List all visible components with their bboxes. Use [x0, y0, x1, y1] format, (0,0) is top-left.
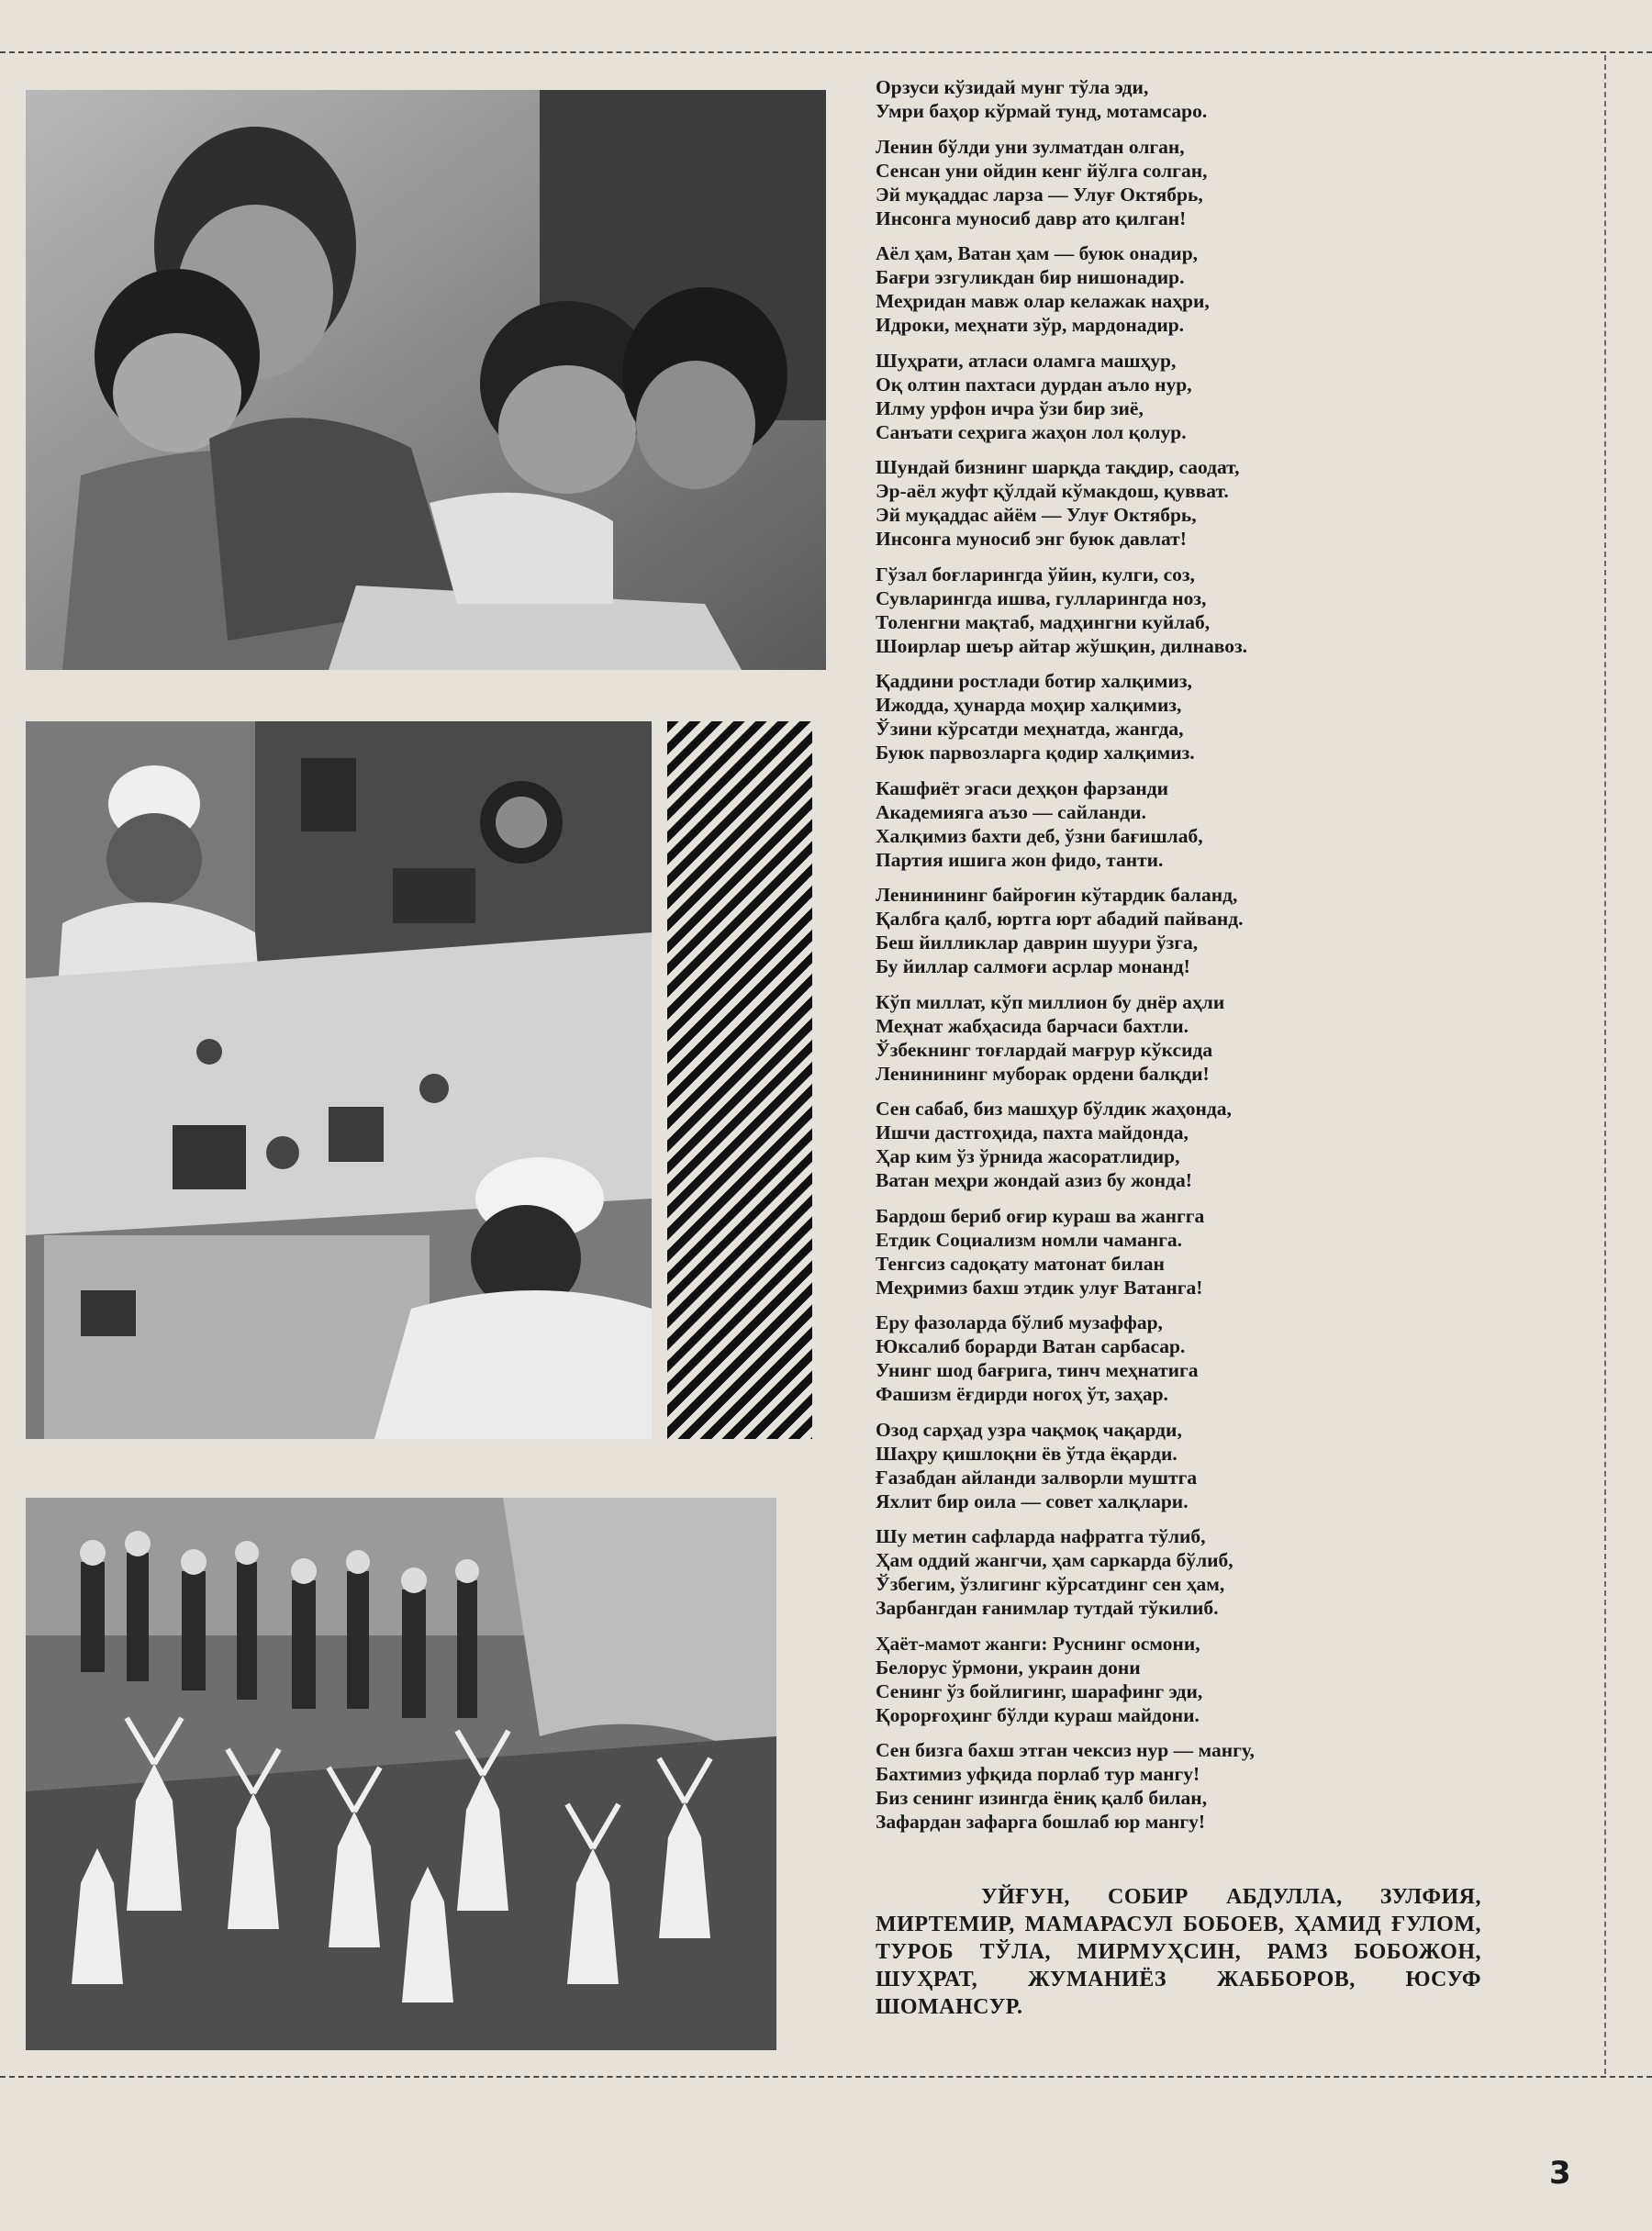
poem-line: Зафардан зафарга бошлаб юр мангу! — [876, 1811, 1206, 1833]
poem-line: Сувларингда ишва, гулларингда ноз, — [876, 586, 1207, 609]
poem-line: Ҳар ким ўз ўрнида жасоратлидир, — [876, 1145, 1180, 1167]
stanza — [876, 1738, 1463, 1834]
poem-line: Шоирлар шеър айтар жўшқин, дилнавоз. — [876, 634, 1248, 657]
photo-control-panel-operators — [26, 721, 652, 1439]
page-edge-right — [1604, 55, 1608, 2074]
poem-line: Ленинининг байроғин кўтардик баланд, — [876, 884, 1238, 906]
poem-line: Санъати сеҳрига жаҳон лол қолур. — [876, 420, 1187, 443]
stanza — [876, 1097, 1463, 1192]
photo-mother-with-children — [26, 90, 826, 670]
stanza — [876, 75, 1463, 123]
page-edge-bottom — [0, 2076, 1652, 2080]
poem-line: Халқимиз бахти деб, ўзни бағишлаб, — [876, 824, 1203, 847]
poem-line: Бу йиллар салмоғи асрлар монанд! — [876, 955, 1190, 977]
poem-line: Аёл ҳам, Ватан ҳам — буюк онадир, — [876, 242, 1199, 264]
poem-line: Академияга аъзо — сайланди. — [876, 800, 1146, 823]
poem-line: Меҳримиз бахш этдик улуғ Ватанга! — [876, 1276, 1203, 1299]
poem-line: Ленинининг муборак ордени балқди! — [876, 1062, 1210, 1085]
poem-line: Ғазабдан айланди залворли муштга — [876, 1466, 1198, 1489]
poem-line: Унинг шод бағрига, тинч меҳнатига — [876, 1359, 1199, 1381]
poem-line: Шундай бизнинг шарқда тақдир, саодат, — [876, 456, 1240, 478]
poem-line: Сенсан уни ойдин кенг йўлга солган, — [876, 159, 1208, 182]
poem-line: Эй муқаддас айём — Улуғ Октябрь, — [876, 504, 1197, 526]
poem-text — [876, 75, 1463, 1846]
stanza — [876, 563, 1463, 658]
poem-line: Яхлит бир оила — совет халқлари. — [876, 1489, 1189, 1512]
poem-line: Ленин бўлди уни зулматдан олган, — [876, 135, 1185, 158]
stanza — [876, 349, 1463, 444]
poem-line: Ҳаёт-мамот жанги: Руснинг осмони, — [876, 1632, 1200, 1655]
poem-line: Ўзбегим, ўзлигинг кўрсатдинг сен ҳам, — [876, 1573, 1225, 1595]
poem-line: Зарбангдан ғанимлар тутдай тўкилиб. — [876, 1597, 1219, 1619]
authors-byline: УЙҒУН, СОБИР АБДУЛЛА, ЗУЛФИЯ, МИРТЕМИР, МАМАРАСУЛ БОБОЕВ, ҲАМИД ҒУЛОМ, ТУРОБ ТЎЛА, МИРМУҲСИН, РАМЗ БОБОЖОН, ШУҲРАТ, ЖУМАНИЁЗ ЖАББОРОВ, ЮСУФ ШОМАНСУР. — [876, 1885, 1481, 2019]
poem-line: Ватан меҳри жондай азиз бу жонда! — [876, 1169, 1192, 1191]
poem-line: Фашизм ёғдирди ногоҳ ўт, заҳар. — [876, 1383, 1168, 1405]
poem-line: Кўп миллат, кўп миллион бу днёр аҳли — [876, 990, 1225, 1013]
poem-line: Гўзал боғларингда ўйин, кулги, соз, — [876, 563, 1195, 586]
poem-line: Инсонга муносиб энг буюк давлат! — [876, 528, 1187, 550]
poem-line: Беш йилликлар даврин шуури ўзга, — [876, 931, 1199, 954]
poem-line: Толенгни мақтаб, мадҳингни куйлаб, — [876, 610, 1211, 633]
poem-line: Меҳнат жабҳасида барчаси бахтли. — [876, 1014, 1189, 1037]
stanza — [876, 990, 1463, 1086]
stanza — [876, 669, 1463, 764]
poem-line: Оқ олтин пахтаси дурдан аъло нур, — [876, 373, 1192, 396]
poem-line: Озод сарҳад узра чақмоқ чақарди, — [876, 1418, 1182, 1441]
poem-line: Буюк парвозларга қодир халқимиз. — [876, 742, 1195, 764]
page-number: 3 — [1549, 2155, 1571, 2192]
poem-line: Белорус ўрмони, украин дони — [876, 1656, 1141, 1679]
poem-line: Сен сабаб, биз машҳур бўлдик жаҳонда, — [876, 1098, 1232, 1120]
poem-line: Инсонга муносиб давр ато қилган! — [876, 206, 1187, 229]
poem-line: Қалбга қалб, юртга юрт абадий пайванд. — [876, 908, 1244, 930]
poem-line: Қорорғоҳинг бўлди кураш майдони. — [876, 1703, 1200, 1726]
poem-line: Эй муқаддас ларза — Улуғ Октябрь, — [876, 183, 1203, 206]
stanza — [876, 1204, 1463, 1300]
stanza — [876, 241, 1463, 337]
poem-line: Бағри эзгуликдан бир нишонадир. — [876, 266, 1185, 288]
page-edge-top — [0, 51, 1652, 55]
poem-line: Партия ишига жон фидо, танти. — [876, 848, 1164, 871]
poem-line: Биз сенинг изингда ёниқ қалб билан, — [876, 1787, 1208, 1809]
stanza — [876, 135, 1463, 230]
poem-line: Ижодда, ҳунарда моҳир халқимиз, — [876, 694, 1182, 716]
poem-line: Орзуси кўзидай мунг тўла эди, — [876, 76, 1149, 98]
poem-line: Сенинг ўз бойлигинг, шарафинг эди, — [876, 1679, 1203, 1702]
poem-line: Ўзбекнинг тоғлардай мағрур кўксида — [876, 1038, 1213, 1061]
poem-line: Идроки, меҳнати зўр, мардонадир. — [876, 314, 1185, 336]
poem-line: Шу метин сафларда нафратга тўлиб, — [876, 1525, 1206, 1547]
photo-stage-dance-performance — [26, 1498, 776, 2050]
poem-line: Бардош бериб оғир кураш ва жангга — [876, 1204, 1205, 1227]
poem-line: Меҳридан мавж олар келажак наҳри, — [876, 290, 1210, 312]
poem-line: Бахтимиз уфқида порлаб тур мангу! — [876, 1763, 1200, 1785]
poem-line: Ишчи дастгоҳида, пахта майдонда, — [876, 1121, 1189, 1143]
poem-line: Шуҳрати, атласи оламга машҳур, — [876, 349, 1177, 372]
poem-line: Юксалиб борарди Ватан сарбасар. — [876, 1335, 1186, 1357]
poem-line: Қаддини ростлади ботир халқимиз, — [876, 670, 1192, 692]
poem-line: Етдик Социализм номли чамангa. — [876, 1228, 1183, 1251]
poem-line: Сен бизга бахш этган чексиз нур — мангу, — [876, 1739, 1255, 1761]
stanza — [876, 883, 1463, 978]
stanza — [876, 1632, 1463, 1727]
stanza — [876, 455, 1463, 551]
stanza — [876, 1311, 1463, 1406]
stanza — [876, 1524, 1463, 1620]
hatched-decorative-panel — [667, 721, 812, 1439]
poem-line: Эр-аёл жуфт қўлдай кўмакдош, қувват. — [876, 480, 1229, 502]
poem-line: Еру фазоларда бўлиб музаффар, — [876, 1311, 1163, 1333]
poem-line: Тенгсиз садоқату матонат билан — [876, 1252, 1165, 1275]
stanza — [876, 1418, 1463, 1513]
poem-line: Илму урфон ичра ўзи бир зиё, — [876, 396, 1144, 419]
poem-line: Ҳам оддий жангчи, ҳам саркарда бўлиб, — [876, 1549, 1233, 1571]
stanza — [876, 776, 1463, 872]
poem-line: Умри баҳор кўрмай тунд, мотамсаро. — [876, 100, 1208, 122]
poem-line: Ўзини кўрсатди меҳнатда, жангда, — [876, 718, 1184, 740]
poem-line: Шаҳру қишлоқни ёв ўтда ёқарди. — [876, 1442, 1178, 1465]
poem-line: Кашфиёт эгаси деҳқон фарзанди — [876, 776, 1169, 799]
